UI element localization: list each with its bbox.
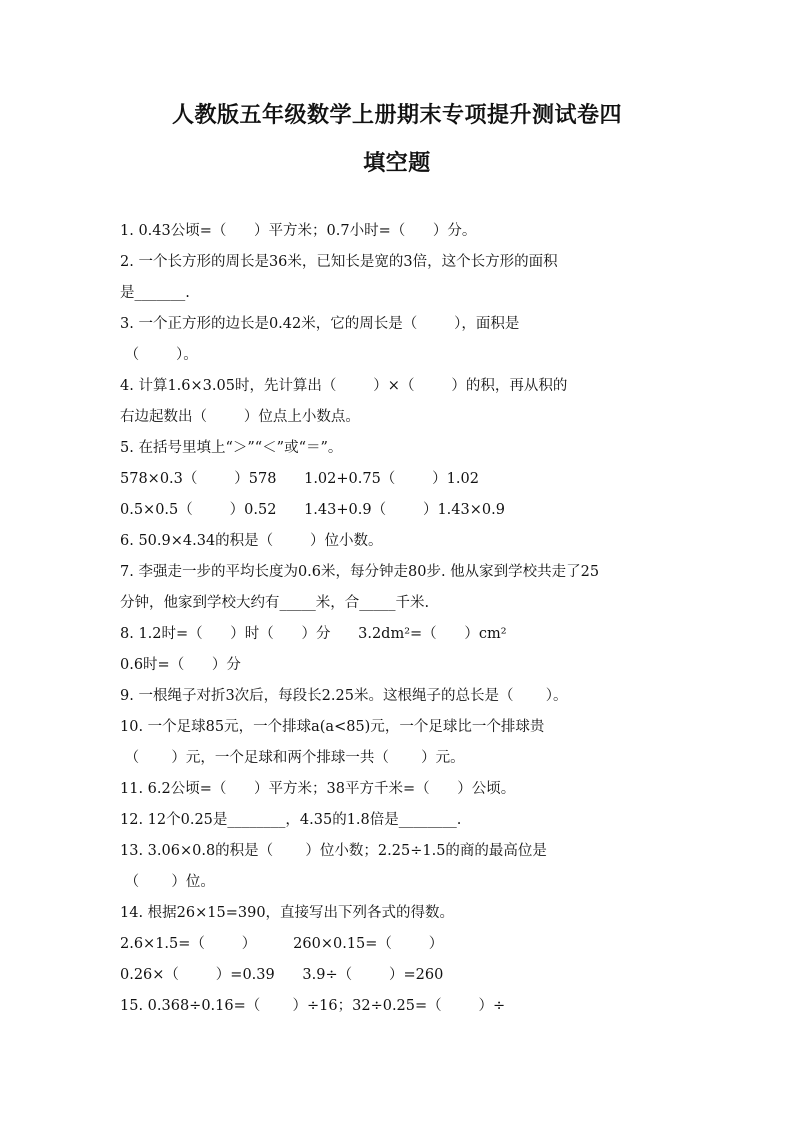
question-line: 0.26×（ ）=0.39 3.9÷（ ）=260: [120, 967, 444, 983]
question-line: 是_______.: [120, 285, 190, 301]
question-line: 10. 一个足球85元，一个排球a(a<85)元，一个足球比一个排球贵: [120, 719, 545, 735]
question-line: 5. 在括号里填上“＞”“＜”或“＝”。: [120, 440, 343, 456]
question-line: （ ）元，一个足球和两个排球一共（ ）元。: [120, 750, 465, 766]
question-line: 578×0.3（ ）578 1.02+0.75（ ）1.02: [120, 471, 479, 487]
question-line: 3. 一个正方形的边长是0.42米，它的周长是（ ），面积是: [120, 316, 520, 332]
question-line: （ ）。: [120, 347, 198, 363]
question-line: 7. 李强走一步的平均长度为0.6米，每分钟走80步. 他从家到学校共走了25: [120, 564, 600, 580]
question-line: 2. 一个长方形的周长是36米，已知长是宽的3倍，这个长方形的面积: [120, 254, 558, 270]
page-title: 人教版五年级数学上册期末专项提升测试卷四: [171, 103, 622, 128]
question-line: 0.5×0.5（ ）0.52 1.43+0.9（ ）1.43×0.9: [120, 502, 505, 518]
question-line: 1. 0.43公顷=（ ）平方米；0.7小时=（ ）分。: [120, 223, 477, 239]
question-line: 8. 1.2时=（ ）时（ ）分 3.2dm²=（ ）cm²: [120, 626, 507, 642]
question-line: 11. 6.2公顷=（ ）平方米；38平方千米=（ ）公顷。: [120, 781, 516, 797]
question-line: 9. 一根绳子对折3次后，每段长2.25米。这根绳子的总长是（ ）。: [120, 688, 568, 704]
section-title: 填空题: [363, 151, 431, 176]
question-list: [120, 216, 680, 1022]
question-line: 12. 12个0.25是________，4.35的1.8倍是________.: [120, 812, 462, 828]
question-line: 2.6×1.5=（ ） 260×0.15=（ ）: [120, 936, 444, 952]
question-line: 14. 根据26×15=390，直接写出下列各式的得数。: [120, 905, 455, 921]
question-line: 15. 0.368÷0.16=（ ）÷16；32÷0.25=（ ）÷: [120, 998, 506, 1014]
question-line: 右边起数出（ ）位点上小数点。: [120, 409, 360, 425]
question-line: 6. 50.9×4.34的积是（ ）位小数。: [120, 533, 383, 549]
question-line: （ ）位。: [120, 874, 215, 890]
question-line: 0.6时=（ ）分: [120, 657, 241, 673]
question-line: 4. 计算1.6×3.05时，先计算出（ ）×（ ）的积，再从积的: [120, 378, 568, 394]
question-line: 13. 3.06×0.8的积是（ ）位小数；2.25÷1.5的商的最高位是: [120, 843, 547, 859]
question-line: 分钟，他家到学校大约有_____米，合_____千米.: [120, 595, 430, 611]
